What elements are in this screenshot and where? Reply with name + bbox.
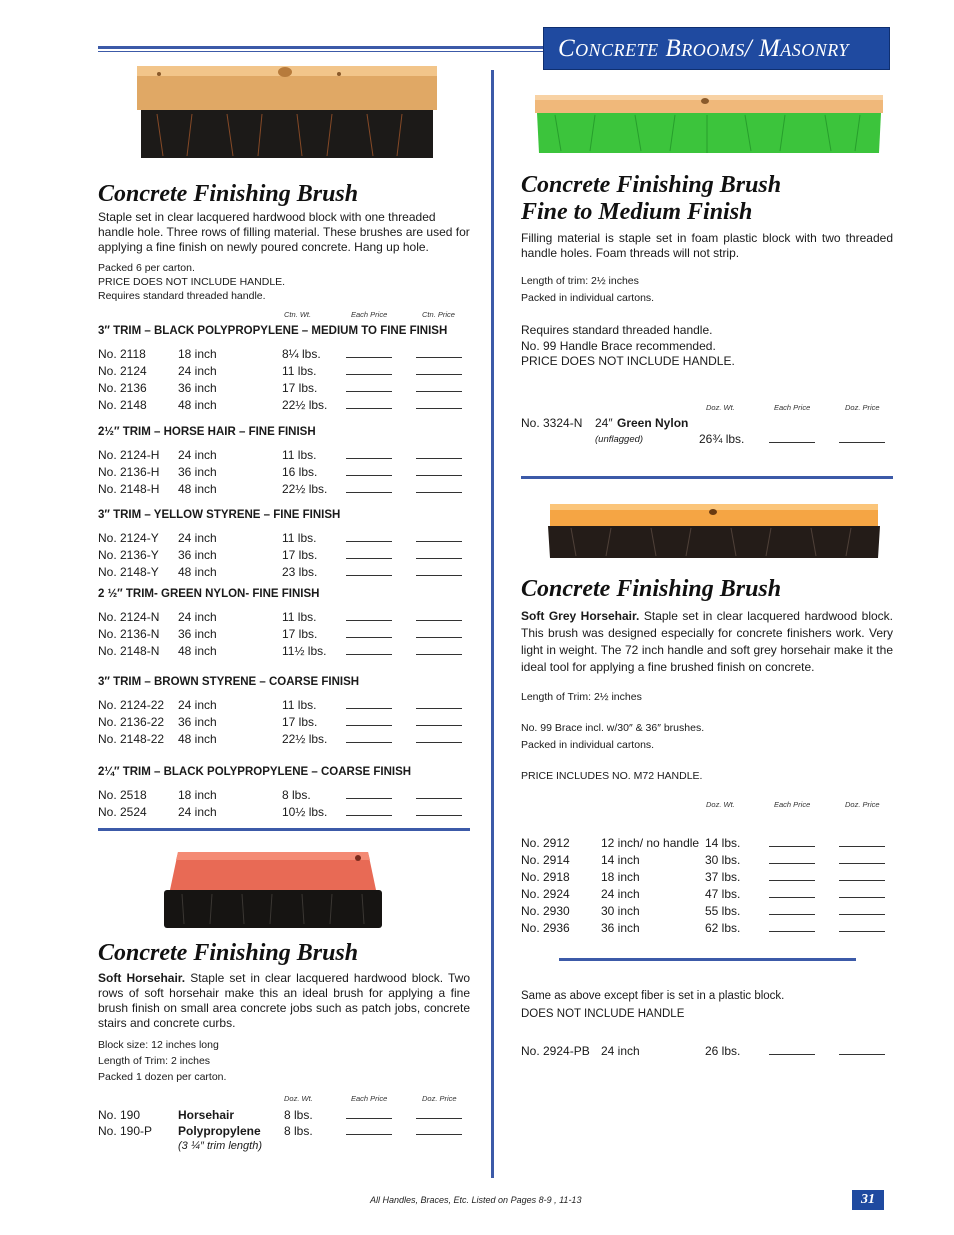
ctn-price-blank <box>416 492 462 493</box>
doz-price-blank <box>839 897 885 898</box>
item-weight: 14 lbs. <box>705 836 741 850</box>
section-title-right-bottom: Concrete Finishing Brush <box>521 576 782 602</box>
item-size: 30 inch <box>601 904 640 918</box>
left-section-rule <box>98 828 470 831</box>
table-row <box>98 448 470 465</box>
table-row <box>98 364 470 381</box>
table-row <box>98 627 470 644</box>
item-number: No. 2124-H <box>98 448 160 462</box>
item-number: No. 2124 <box>98 364 147 378</box>
item-weight: 26¾ lbs. <box>699 432 745 446</box>
item-weight: 23 lbs. <box>282 565 318 579</box>
ctn-price-blank <box>416 475 462 476</box>
item-number: No. 3324-N <box>521 416 583 430</box>
each-price-blank <box>346 620 392 621</box>
item-number: No. 2912 <box>521 836 570 850</box>
doz-price-blank <box>839 1054 885 1055</box>
note-trim-length: Length of trim: 2½ inches <box>521 275 639 287</box>
col-header-doz-wt: Doz. Wt. <box>284 1094 313 1103</box>
item-size: 24 inch <box>178 805 217 819</box>
item-size: 48 inch <box>178 732 217 746</box>
item-size: 24 inch <box>178 610 217 624</box>
ctn-price-blank <box>416 357 462 358</box>
item-subtitle: (unflagged) <box>595 434 644 445</box>
item-number: No. 2136-N <box>98 627 160 641</box>
table-row <box>98 732 470 749</box>
each-price-blank <box>346 357 392 358</box>
each-price-blank <box>346 798 392 799</box>
note-handle-brace: No. 99 Handle Brace recommended. <box>521 339 716 353</box>
page-title: Concrete Brooms/ Masonry <box>558 35 849 62</box>
item-weight: 10½ lbs. <box>282 805 328 819</box>
item-number: No. 2918 <box>521 870 570 884</box>
item-number: No. 2136-Y <box>98 548 159 562</box>
each-price-blank <box>346 1134 392 1135</box>
item-weight: 17 lbs. <box>282 715 318 729</box>
item-weight: 8 lbs. <box>284 1108 313 1122</box>
doz-price-blank <box>839 880 885 881</box>
note-requires-handle: Requires standard threaded handle. <box>521 323 713 337</box>
col-header-each-price: Each Price <box>774 800 811 809</box>
ctn-price-blank <box>416 654 462 655</box>
footer-note: All Handles, Braces, Etc. Listed on Pages 8-9 , 11-13 <box>370 1195 582 1205</box>
table-row <box>521 921 893 938</box>
item-number: No. 2124-Y <box>98 531 159 545</box>
section-header: 3″ TRIM – BLACK POLYPROPYLENE – MEDIUM TO FINE FINISH <box>98 325 448 337</box>
item-size: 48 inch <box>178 565 217 579</box>
item-weight: 30 lbs. <box>705 853 741 867</box>
item-size: 36 inch <box>178 381 217 395</box>
right-section-rule-top <box>521 476 893 479</box>
item-number: No. 2148-N <box>98 644 160 658</box>
page-number: 31 <box>852 1190 884 1210</box>
table-row <box>98 788 470 805</box>
item-number: No. 2148-H <box>98 482 160 496</box>
item-size: 36 inch <box>601 921 640 935</box>
section-header: 3″ TRIM – BROWN STYRENE – COARSE FINISH <box>98 676 360 688</box>
ctn-price-blank <box>416 575 462 576</box>
item-number: No. 2914 <box>521 853 570 867</box>
description-right-bottom <box>521 608 893 676</box>
col-header-doz-wt: Doz. Wt. <box>706 800 735 809</box>
each-price-blank <box>346 654 392 655</box>
table-row <box>521 432 893 449</box>
table-row <box>521 887 893 904</box>
item-number: No. 2124-22 <box>98 698 165 712</box>
col-header-doz-wt: Doz. Wt. <box>706 403 735 412</box>
item-size: 24 inch <box>178 698 217 712</box>
each-price-blank <box>346 458 392 459</box>
description-left-bottom <box>98 971 470 1031</box>
each-price-blank <box>346 541 392 542</box>
each-price-blank <box>346 637 392 638</box>
each-price-blank <box>769 1054 815 1055</box>
table-row <box>521 836 893 853</box>
table-row <box>98 610 470 627</box>
item-size: 36 inch <box>178 627 217 641</box>
doz-price-blank <box>839 863 885 864</box>
ctn-price-blank <box>416 620 462 621</box>
header-rule-thin <box>98 51 543 52</box>
table-row <box>98 565 470 582</box>
item-weight: 8 lbs. <box>284 1124 313 1138</box>
item-number: No. 2124-N <box>98 610 160 624</box>
table-row <box>98 1108 470 1125</box>
item-number: No. 2148-Y <box>98 565 159 579</box>
each-price-blank <box>346 575 392 576</box>
each-price-blank <box>769 863 815 864</box>
each-price-blank <box>346 708 392 709</box>
note-no-handle: PRICE DOES NOT INCLUDE HANDLE. <box>521 354 735 368</box>
table-row <box>521 904 893 921</box>
item-name: Horsehair <box>178 1108 235 1122</box>
item-number: No. 190-P <box>98 1124 153 1138</box>
note-packed: Packed in individual cartons. <box>521 292 655 304</box>
desc-soft-grey-horsehair: Staple set in clear lacquered hardwood block. This brush was designed especially for concrete finishers work. Very light in weight. The 72 inch handle and soft grey horsehair make it the ideal tool for applying a fine brushed finish on concrete. <box>521 609 893 674</box>
description-left-top: Staple set in clear lacquered hardwood block with one threaded handle hole. Three rows of filling material. These brushes are used for applying a fine finish on newly poured concrete. Hang up hole. <box>98 210 470 254</box>
item-number: No. 2148 <box>98 398 147 412</box>
item-weight: 11½ lbs. <box>282 644 327 658</box>
section-title-right-top: Concrete Finishing Brush <box>521 172 782 198</box>
table-row <box>98 531 470 548</box>
item-name: Green Nylon <box>617 416 689 430</box>
ctn-price-blank <box>416 408 462 409</box>
each-price-blank <box>769 442 815 443</box>
col-header-doz-price: Doz. Price <box>845 800 880 809</box>
note-block-size: Block size: 12 inches long <box>98 1039 219 1051</box>
col-header-each-price: Each Price <box>774 403 811 412</box>
each-price-blank <box>346 492 392 493</box>
table-row <box>98 805 470 822</box>
item-size: 48 inch <box>178 482 217 496</box>
table-row <box>98 715 470 732</box>
ctn-price-blank <box>416 458 462 459</box>
table-row <box>98 381 470 398</box>
item-number: No. 2148-22 <box>98 732 165 746</box>
note-trim-length: Length of Trim: 2½ inches <box>521 691 642 703</box>
each-price-blank <box>346 374 392 375</box>
table-row <box>98 465 470 482</box>
each-price-blank <box>346 725 392 726</box>
item-weight: 55 lbs. <box>705 904 741 918</box>
each-price-blank <box>346 391 392 392</box>
item-weight: 62 lbs. <box>705 921 741 935</box>
item-weight: 8 lbs. <box>282 788 311 802</box>
ctn-price-blank <box>416 541 462 542</box>
item-size: 18 inch <box>601 870 640 884</box>
section-subtitle-right-top: Fine to Medium Finish <box>521 199 753 225</box>
section-header: 2½″ TRIM – HORSE HAIR – FINE FINISH <box>98 426 316 438</box>
table-row <box>98 347 470 364</box>
table-row <box>521 1044 893 1061</box>
col-header-each-price: Each Price <box>351 1094 388 1103</box>
broom-image-grey-horsehair <box>546 500 882 560</box>
ctn-price-blank <box>416 637 462 638</box>
doz-price-blank <box>839 846 885 847</box>
note-plastic-no-handle: DOES NOT INCLUDE HANDLE <box>521 1008 685 1020</box>
ctn-price-blank <box>416 708 462 709</box>
each-price-blank <box>346 815 392 816</box>
item-number: No. 2136-H <box>98 465 160 479</box>
item-size: 24 inch <box>178 531 217 545</box>
item-weight: 22½ lbs. <box>282 482 328 496</box>
note-plastic-block: Same as above except fiber is set in a plastic block. <box>521 990 785 1002</box>
item-weight: 11 lbs. <box>282 531 317 545</box>
note-price-includes-handle: PRICE INCLUDES NO. M72 HANDLE. <box>521 770 703 782</box>
table-row <box>98 398 470 415</box>
item-weight: 16 lbs. <box>282 465 318 479</box>
ctn-price-blank <box>416 374 462 375</box>
doz-price-blank <box>416 1118 462 1119</box>
col-header-each-price: Each Price <box>351 310 388 319</box>
item-size: 24 inch <box>601 887 640 901</box>
broom-image-wood-black <box>137 64 437 160</box>
item-number: No. 190 <box>98 1108 141 1122</box>
item-size: 48 inch <box>178 398 217 412</box>
each-price-blank <box>346 475 392 476</box>
item-weight: 37 lbs. <box>705 870 741 884</box>
trim-length-note: (3 ¼″ trim length) <box>178 1140 262 1152</box>
item-size: 18 inch <box>178 788 217 802</box>
table-row <box>521 853 893 870</box>
item-number: No. 2136 <box>98 381 147 395</box>
table-row <box>98 698 470 715</box>
table-row <box>98 482 470 499</box>
section-header: 2 ½″ TRIM- GREEN NYLON- FINE FINISH <box>98 588 320 600</box>
item-size: 36 inch <box>178 715 217 729</box>
item-weight: 17 lbs. <box>282 627 318 641</box>
col-header-doz-price: Doz. Price <box>845 403 880 412</box>
ctn-price-blank <box>416 798 462 799</box>
page-title-box <box>543 27 890 70</box>
each-price-blank <box>769 931 815 932</box>
note-no-handle: PRICE DOES NOT INCLUDE HANDLE. <box>98 276 286 288</box>
item-size: 24 inch <box>601 1044 640 1058</box>
header-rule <box>98 46 543 49</box>
note-packed-dozen: Packed 1 dozen per carton. <box>98 1071 227 1083</box>
item-number: No. 2136-22 <box>98 715 165 729</box>
item-weight: 11 lbs. <box>282 448 317 462</box>
column-divider <box>491 70 494 1178</box>
item-weight: 47 lbs. <box>705 887 741 901</box>
item-number: No. 2518 <box>98 788 147 802</box>
each-price-blank <box>769 914 815 915</box>
item-number: No. 2930 <box>521 904 570 918</box>
item-size: 12 inch/ no handle <box>601 836 700 850</box>
col-header-doz-price: Doz. Price <box>422 1094 457 1103</box>
section-title-left-top: Concrete Finishing Brush <box>98 181 359 207</box>
item-weight: 11 lbs. <box>282 698 317 712</box>
item-weight: 26 lbs. <box>705 1044 741 1058</box>
item-weight: 17 lbs. <box>282 381 318 395</box>
col-header-ctn-price: Ctn. Price <box>422 310 455 319</box>
section-header: 3″ TRIM – YELLOW STYRENE – FINE FINISH <box>98 509 341 521</box>
section-header: 2¼″ TRIM – BLACK POLYPROPYLENE – COARSE FINISH <box>98 766 412 778</box>
broom-image-red-horsehair <box>162 850 384 930</box>
ctn-price-blank <box>416 558 462 559</box>
item-size: 24 inch <box>178 364 217 378</box>
each-price-blank <box>346 742 392 743</box>
ctn-price-blank <box>416 815 462 816</box>
item-weight: 11 lbs. <box>282 364 317 378</box>
item-number: No. 2924 <box>521 887 570 901</box>
each-price-blank <box>769 880 815 881</box>
table-row <box>98 644 470 661</box>
item-size: 48 inch <box>178 644 217 658</box>
note-trim-length: Length of Trim: 2 inches <box>98 1055 211 1067</box>
item-size: 36 inch <box>178 465 217 479</box>
item-number: No. 2524 <box>98 805 147 819</box>
table-row <box>98 1124 470 1141</box>
item-number: No. 2936 <box>521 921 570 935</box>
ctn-price-blank <box>416 742 462 743</box>
table-row <box>521 416 893 433</box>
table-row <box>98 548 470 565</box>
each-price-blank <box>346 1118 392 1119</box>
item-number: No. 2924-PB <box>521 1044 590 1058</box>
col-header-ctn-wt: Ctn. Wt. <box>284 310 312 319</box>
table-row <box>521 870 893 887</box>
item-size: 24 inch <box>178 448 217 462</box>
item-size: 24″ <box>595 416 613 430</box>
item-weight: 22½ lbs. <box>282 398 328 412</box>
broom-image-green-nylon <box>535 93 883 155</box>
note-requires-handle: Requires standard threaded handle. <box>98 290 266 302</box>
item-weight: 22½ lbs. <box>282 732 328 746</box>
item-name: Polypropylene <box>178 1124 261 1138</box>
doz-price-blank <box>839 914 885 915</box>
lead-soft-horsehair: Soft Horsehair. <box>98 971 186 985</box>
right-section-rule-bottom <box>559 958 856 961</box>
section-title-left-bottom: Concrete Finishing Brush <box>98 940 359 966</box>
doz-price-blank <box>839 931 885 932</box>
lead-soft-grey-horsehair: Soft Grey Horsehair. <box>521 609 640 623</box>
item-weight: 8¼ lbs. <box>282 347 321 361</box>
note-packed: Packed 6 per carton. <box>98 262 195 274</box>
description-right-top: Filling material is staple set in foam plastic block with two threaded handle holes. Foam threads will not strip. <box>521 231 893 260</box>
note-brace-included: No. 99 Brace incl. w/30″ & 36″ brushes. <box>521 722 705 734</box>
item-weight: 11 lbs. <box>282 610 317 624</box>
each-price-blank <box>346 558 392 559</box>
desc-soft-horsehair: Staple set in clear lacquered hardwood block. Two rows of soft horsehair make this an ideal brush for applying a fine brush finish on small area concrete jobs such as patch jobs, concrete stairs and concrete curbs. <box>98 971 470 1030</box>
item-weight: 17 lbs. <box>282 548 318 562</box>
ctn-price-blank <box>416 725 462 726</box>
each-price-blank <box>769 897 815 898</box>
item-size: 36 inch <box>178 548 217 562</box>
each-price-blank <box>346 408 392 409</box>
doz-price-blank <box>416 1134 462 1135</box>
doz-price-blank <box>839 442 885 443</box>
item-number: No. 2118 <box>98 347 146 361</box>
note-packed: Packed in individual cartons. <box>521 739 655 751</box>
item-size: 14 inch <box>601 853 640 867</box>
each-price-blank <box>769 846 815 847</box>
item-size: 18 inch <box>178 347 217 361</box>
ctn-price-blank <box>416 391 462 392</box>
